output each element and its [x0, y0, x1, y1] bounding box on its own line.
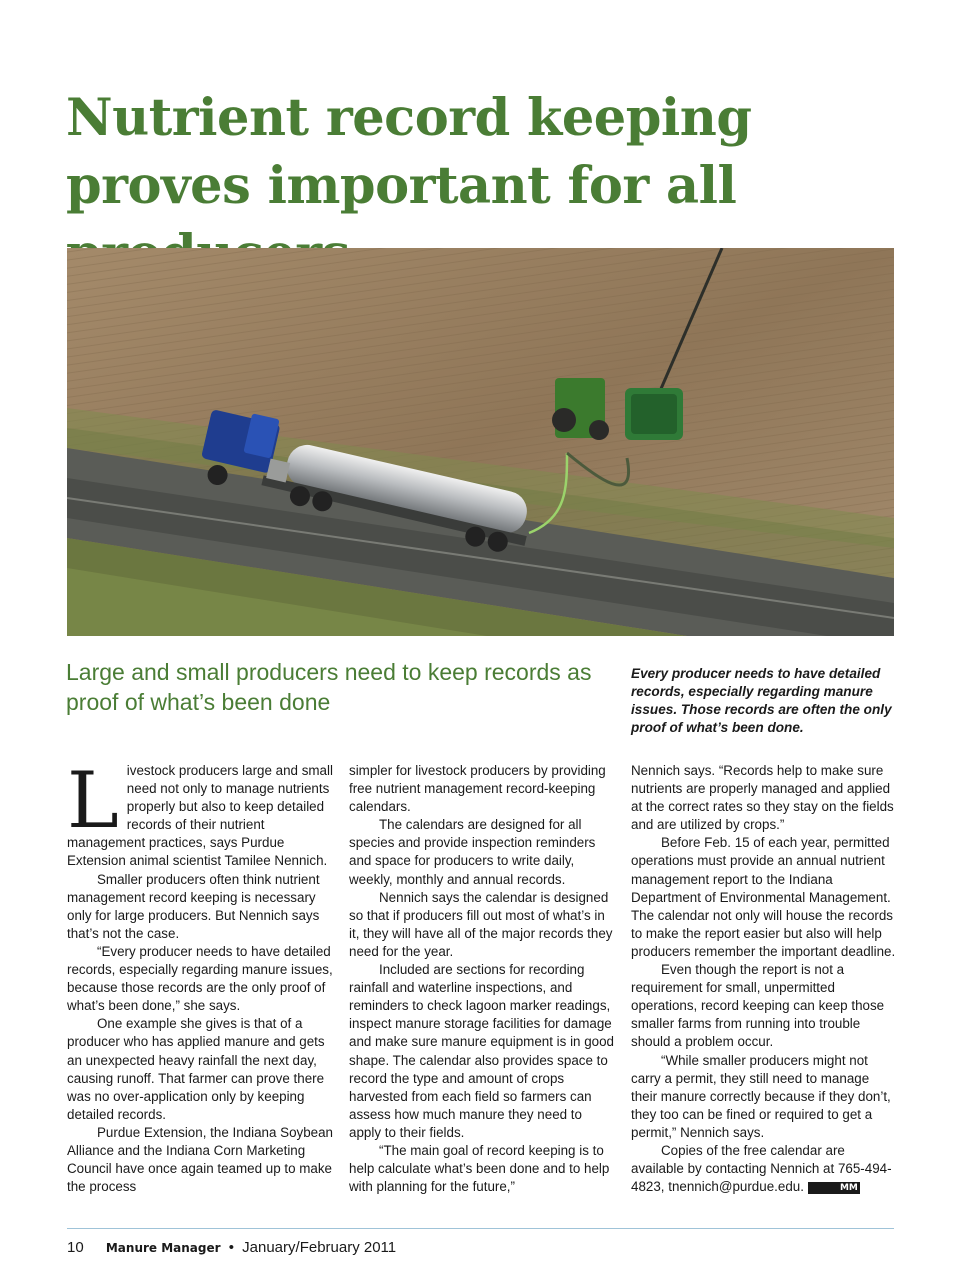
page-footer [67, 1238, 396, 1258]
aerial-photo-tanker-truck [67, 248, 894, 636]
paragraph [67, 756, 333, 871]
paragraph: Even though the report is not a requirement for small, unpermitted operations, record keeping can keep those smaller farms from running into trouble should a problem occur. [631, 962, 885, 1050]
paragraph [631, 1142, 897, 1196]
paragraph: Nennich says. “Records help to make sure nutrients are properly managed and applied at the correct rates so they stay on the fields and are utilized by crops.” [631, 763, 894, 833]
article-column-1 [67, 756, 333, 1196]
paragraph: simpler for livestock producers by providing free nutrient management record-keeping calendars. [349, 763, 606, 815]
paragraph: Before Feb. 15 of each year, permitted operations must provide an annual nutrient management report to the Indiana Department of Environmental Management. The calendar not only will house the records to make the report easier but also will help producers remember the important deadline. [631, 835, 896, 959]
paragraph: The calendars are designed for all species and provide inspection reminders and space for producers to write daily, weekly, monthly and annual records. [349, 817, 596, 887]
feature-photo [67, 248, 894, 636]
paragraph: One example she gives is that of a producer who has applied manure and gets an unexpected heavy rainfall the next day, causing runoff. That farmer can prove there was no over-application only by keeping detailed records. [67, 1016, 325, 1122]
headline: Nutrient record keeping proves important for all [66, 88, 752, 216]
drop-cap: L [67, 756, 119, 846]
paragraph: Included are sections for recording rainfall and waterline inspections, and reminders to check lagoon marker readings, inspect manure storage facilities for damage and make sure manure equipment is in good shape. The calendar also provides space to record the type and amount of crops harvested from each field so farmers can assess how much manure they need to apply to their fields. [349, 962, 614, 1140]
footer-separator: • [228, 1239, 234, 1256]
end-mark-icon: MM [808, 1182, 860, 1194]
paragraph-text: ivestock producers large and small need not only to manage nutrients properly but also to keep detailed records of their nutrient management practices, says Purdue Extension animal scientist Tamilee Nennich. [67, 763, 333, 869]
page-number: 10 [67, 1239, 84, 1256]
article-column-2 [349, 762, 615, 1196]
paragraph: Smaller producers often think nutrient management record keeping is necessary only for large producers. But Nennich says that’s not the case. [67, 871, 320, 941]
paragraph: “While smaller producers might not carry a permit, they still need to manage their manure correctly because if they don’t, they too can be fined or required to get a permit,” Nennich says. [631, 1052, 891, 1140]
paragraph: “The main goal of record keeping is to help calculate what’s been done and to help with planning for the future,” [349, 1142, 610, 1195]
pull-quote: Every producer needs to have detailed records, especially regarding manure issues. Those records are often the only proof of what’s been done. [631, 666, 892, 735]
paragraph: Purdue Extension, the Indiana Soybean Alliance and the Indiana Corn Marketing Council have once again teamed up to make the process [67, 1124, 333, 1195]
paragraph-text: Copies of the free calendar are available by contacting Nennich at 765-494-4823, tnennich@purdue.edu. [631, 1142, 892, 1195]
issue-date: January/February 2011 [242, 1239, 397, 1256]
paragraph: “Every producer needs to have detailed records, especially regarding manure issues, because those records are the only proof of what’s been done,” she says. [67, 943, 333, 1014]
publication-name: Manure Manager [105, 1241, 221, 1255]
footer-rule [67, 1228, 894, 1229]
article-column-3 [631, 762, 897, 1196]
deck-subhead: Large and small producers need to keep records as proof of what’s been done [66, 659, 592, 715]
paragraph: Nennich says the calendar is designed so that if producers fill out most of what’s in it, they will have all of the major records they need for the year. [349, 889, 613, 959]
